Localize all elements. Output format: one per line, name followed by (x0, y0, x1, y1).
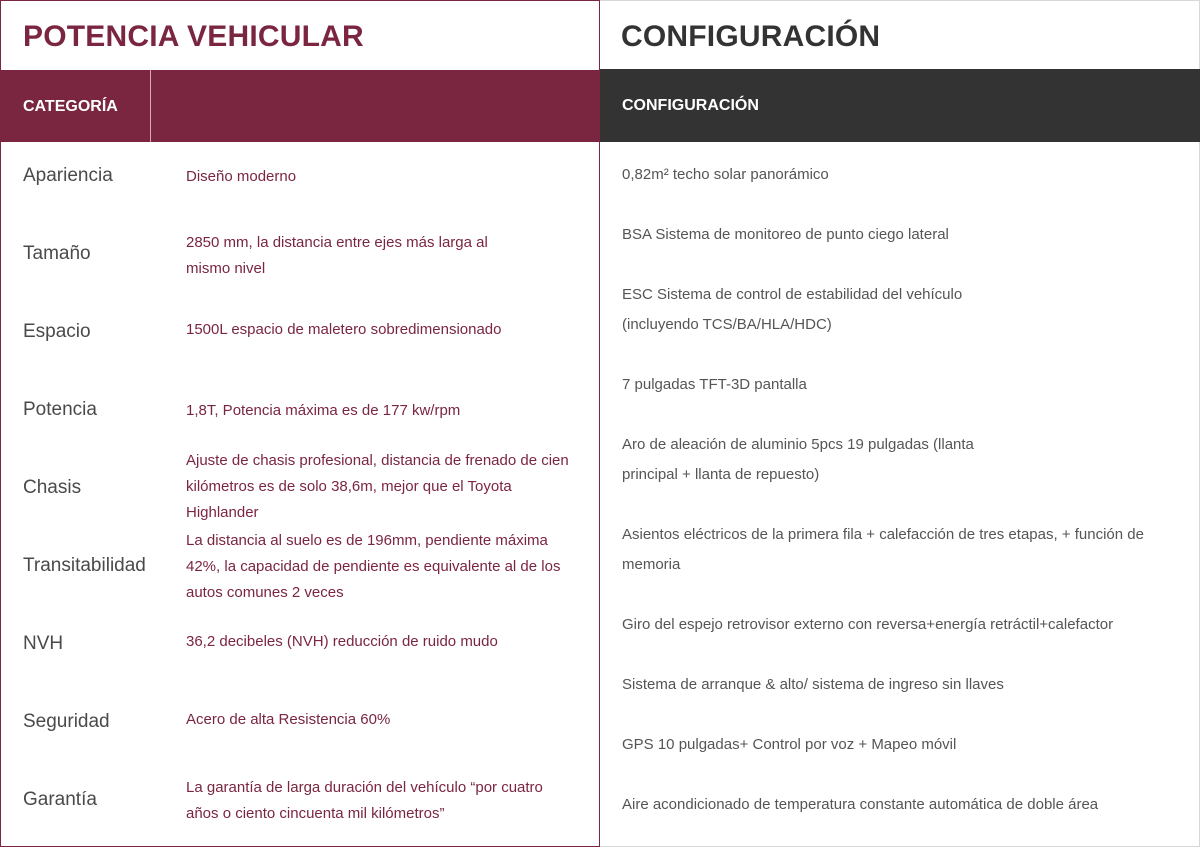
panel-title: POTENCIA VEHICULAR (23, 20, 364, 53)
header-divider (150, 70, 151, 142)
category-label: Transitabilidad (23, 555, 146, 576)
category-label: NVH (23, 633, 64, 654)
config-item: Sistema de arranque & alto/ sistema de ingreso sin llaves (622, 676, 1004, 693)
config-item: GPS 10 pulgadas+ Control por voz + Mapeo móvil (622, 736, 957, 753)
category-label: Garantía (23, 789, 97, 810)
category-value: Diseño moderno (186, 168, 297, 185)
category-label: Apariencia (23, 165, 113, 186)
category-value: 36,2 decibeles (NVH) reducción de ruido mudo (186, 633, 498, 650)
category-value: Ajuste de chasis profesional, distancia de frenado de cien kilómetros es de solo 38,6m, mejor que el Toyota Highlander (186, 452, 569, 521)
category-label: Tamaño (23, 243, 91, 264)
category-label: Seguridad (23, 711, 110, 732)
config-item: 7 pulgadas TFT-3D pantalla (622, 376, 807, 393)
config-item: Giro del espejo retrovisor externo con reversa+energía retráctil+calefactor (622, 616, 1114, 633)
config-item: Asientos eléctricos de la primera fila + calefacción de tres etapas, + función de memoria (622, 526, 1144, 573)
config-item: ESC Sistema de control de estabilidad del vehículo (incluyendo TCS/BA/HLA/HDC) (622, 286, 963, 333)
column-header-configuration: CONFIGURACIÓN (622, 97, 759, 114)
category-value: 1500L espacio de maletero sobredimensionado (186, 321, 502, 338)
config-item: 0,82m² techo solar panorámico (622, 166, 829, 183)
category-label: Espacio (23, 321, 91, 342)
table-header (0, 70, 600, 142)
config-item: BSA Sistema de monitoreo de punto ciego lateral (622, 226, 949, 243)
config-item: Aro de aleación de aluminio 5pcs 19 pulgadas (llanta principal + llanta de repuesto) (622, 436, 974, 483)
category-value: La distancia al suelo es de 196mm, pendiente máxima 42%, la capacidad de pendiente es equivalente al de los autos comunes 2 veces (186, 532, 561, 601)
category-value: La garantía de larga duración del vehículo “por cuatro años o ciento cincuenta mil kilómetros” (186, 779, 543, 822)
category-value: 1,8T, Potencia máxima es de 177 kw/rpm (186, 402, 461, 419)
category-label: Potencia (23, 399, 97, 420)
table-header (600, 69, 1200, 142)
configuration-panel (600, 0, 1200, 847)
category-value: 2850 mm, la distancia entre ejes más larga al mismo nivel (186, 234, 488, 277)
panel-title: CONFIGURACIÓN (621, 20, 881, 53)
category-value: Acero de alta Resistencia 60% (186, 711, 391, 728)
column-header-category: CATEGORÍA (23, 98, 118, 115)
config-item: Aire acondicionado de temperatura constante automática de doble área (622, 796, 1099, 813)
category-label: Chasis (23, 477, 82, 498)
